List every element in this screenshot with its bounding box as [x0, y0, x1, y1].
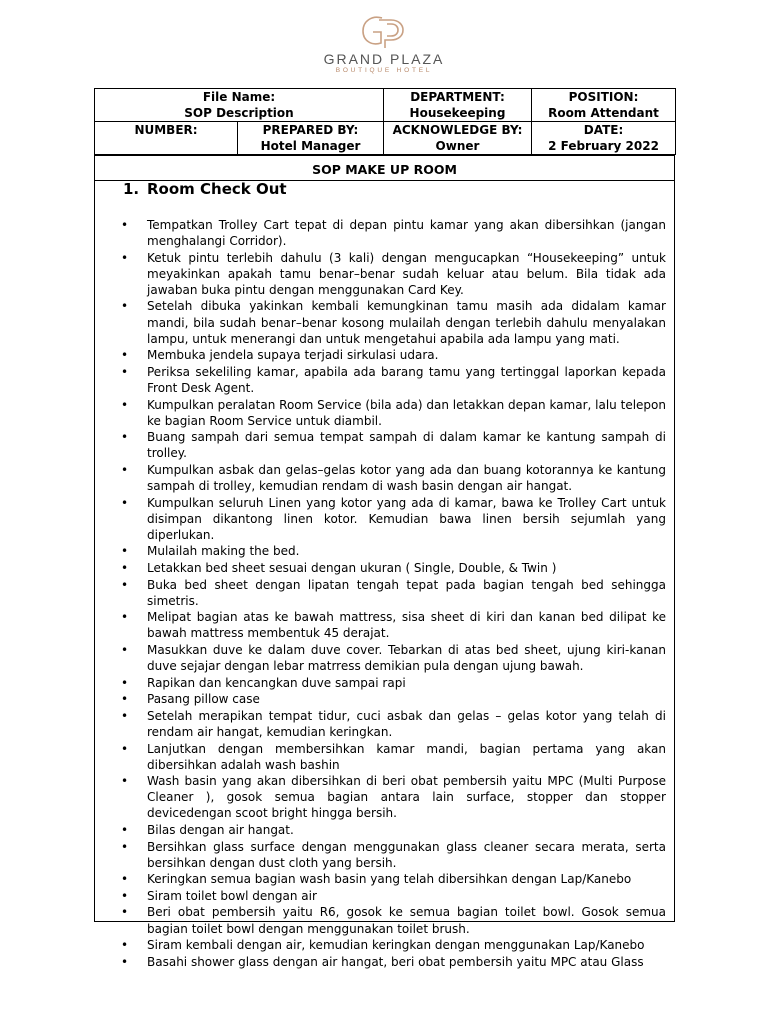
step-item — [95, 495, 674, 543]
step-text: Masukkan duve ke dalam duve cover. Tebarkan di atas bed sheet, ujung kiri-kanan duve sejajar dengan lebar matrress demikian pula dengan ujung bawah. — [147, 642, 666, 674]
bullet-icon: • — [121, 250, 129, 265]
step-text: Bilas dengan air hangat. — [147, 822, 294, 837]
position-cell — [532, 89, 676, 122]
section-title: Room Check Out — [147, 180, 287, 198]
step-text: Melipat bagian atas ke bawah mattress, sisa sheet di kiri dan kanan bed dilipat ke bawah mattress membentuk 45 derajat. — [147, 610, 666, 641]
step-text: Kumpulkan peralatan Room Service (bila ada) dan letakkan depan kamar, lalu telepon ke bagian Room Service untuk diambil. — [147, 397, 666, 428]
acknowledge-cell — [384, 122, 532, 155]
date-label: DATE: — [583, 123, 624, 137]
bullet-icon: • — [121, 872, 129, 887]
step-item — [95, 691, 674, 707]
brand-tagline: BOUTIQUE HOTEL — [335, 67, 433, 74]
step-item — [95, 429, 674, 461]
step-item — [95, 741, 674, 773]
bullet-icon: • — [121, 462, 129, 477]
number-cell — [95, 122, 238, 155]
date-value: 2 February 2022 — [548, 139, 659, 153]
bullet-icon: • — [121, 839, 129, 854]
bullet-icon: • — [121, 642, 129, 657]
step-text: Membuka jendela supaya terjadi sirkulasi udara. — [147, 348, 439, 363]
bullet-icon: • — [121, 708, 129, 723]
step-item — [95, 937, 674, 953]
step-item — [95, 904, 674, 936]
step-text: Kumpulkan seluruh Linen yang kotor yang ada di kamar, bawa ke Trolley Cart untuk disimpan dikantong linen kotor. Kemudian bawa linen bersih sejumlah yang diperlukan. — [147, 495, 666, 542]
step-text: Periksa sekeliling kamar, apabila ada barang tamu yang tertinggal laporkan kepada Front Desk Agent. — [147, 364, 666, 395]
bullet-icon: • — [121, 577, 129, 592]
bullet-icon: • — [121, 905, 129, 920]
department-cell — [384, 89, 532, 122]
prepared-label: PREPARED BY: — [262, 123, 359, 137]
bullet-icon: • — [121, 218, 129, 232]
gp-monogram-icon — [358, 12, 410, 50]
sop-content-box — [94, 155, 675, 969]
step-text: Setelah merapikan tempat tidur, cuci asbak dan gelas – gelas kotor yang telah di rendam air hangat, kemudian keringkan. — [147, 708, 666, 739]
step-text: Ketuk pintu terlebih dahulu (3 kali) dengan mengucapkan “Housekeeping” untuk meyakinkan apakah tamu benar–benar sudah keluar atau belum. Bila tidak ada jawaban buka pintu dengan menggunakan Card Key. — [147, 250, 666, 297]
position-value: Room Attendant — [548, 106, 659, 120]
file-name-label: File Name: — [202, 90, 276, 104]
bullet-icon: • — [121, 495, 129, 510]
department-value: Housekeeping — [409, 106, 506, 120]
step-item — [95, 708, 674, 740]
step-item — [95, 642, 674, 674]
step-item — [95, 888, 674, 904]
step-text: Bersihkan glass surface dengan menggunakan glass cleaner secara merata, serta bersihkan dengan dust cloth yang bersih. — [147, 839, 666, 870]
step-item — [95, 397, 674, 429]
step-text: Keringkan semua bagian wash basin yang telah dibersihkan dengan Lap/Kanebo — [147, 872, 632, 887]
step-item — [95, 773, 674, 821]
step-text: Siram toilet bowl dengan air — [147, 888, 317, 903]
file-name-value: SOP Description — [184, 106, 294, 120]
bullet-icon: • — [121, 822, 129, 837]
step-text: Letakkan bed sheet sesuai dengan ukuran ( Single, Double, & Twin ) — [147, 560, 557, 575]
step-item — [95, 217, 674, 249]
bullet-icon: • — [121, 544, 129, 559]
step-item — [95, 347, 674, 363]
step-item — [95, 462, 674, 494]
step-text: Kumpulkan asbak dan gelas–gelas kotor yang ada dan buang kotorannya ke kantung sampah di trolley, kemudian rendam di wash basin dengan air hangat. — [147, 462, 666, 493]
step-item — [95, 577, 674, 609]
step-text: Lanjutkan dengan membersihkan kamar mandi, bagian pertama yang akan dibersihkan adalah wash bashin — [147, 741, 666, 772]
brand-name: GRAND PLAZA — [323, 51, 445, 67]
prepared-cell — [238, 122, 384, 155]
bullet-icon: • — [121, 954, 129, 969]
acknowledge-value: Owner — [435, 139, 480, 153]
step-text: Tempatkan Trolley Cart tepat di depan pintu kamar yang akan dibersihkan (jangan menghalangi Corridor). — [147, 218, 666, 249]
step-item — [95, 822, 674, 838]
step-text: Pasang pillow case — [147, 692, 260, 707]
step-item — [95, 250, 674, 298]
step-text: Mulailah making the bed. — [147, 544, 300, 559]
bullet-icon: • — [121, 430, 129, 445]
prepared-value: Hotel Manager — [260, 139, 361, 153]
step-item — [95, 543, 674, 559]
bullet-icon: • — [121, 610, 129, 625]
sop-header-table — [94, 88, 676, 155]
step-text: Beri obat pembersih yaitu R6, gosok ke semua bagian toilet bowl. Gosok semua bagian toilet bowl dengan menggunakan toilet brush. — [147, 905, 666, 936]
bullet-icon: • — [121, 299, 129, 314]
position-label: POSITION: — [568, 90, 639, 104]
step-text: Siram kembali dengan air, kemudian keringkan dengan menggunakan Lap/Kanebo — [147, 938, 645, 953]
bullet-icon: • — [121, 397, 129, 412]
step-item — [95, 298, 674, 346]
bullet-icon: • — [121, 692, 129, 707]
bullet-icon: • — [121, 774, 129, 789]
date-cell — [532, 122, 676, 155]
step-item — [95, 675, 674, 691]
department-label: DEPARTMENT: — [410, 90, 505, 104]
step-text: Wash basin yang akan dibersihkan di beri obat pembersih yaitu MPC (Multi Purpose Cleaner ), gosok semua bagian antara lain surface, stopper dan stopper devicedengan scoot bright hingga bersih. — [147, 774, 666, 821]
section-number: 1. — [123, 180, 140, 198]
bullet-icon: • — [121, 938, 129, 953]
file-name-cell — [95, 89, 384, 122]
bullet-icon: • — [121, 560, 129, 575]
step-item — [95, 364, 674, 396]
step-item — [95, 954, 674, 970]
hotel-logo — [0, 12, 768, 74]
step-text: Buang sampah dari semua tempat sampah di dalam kamar ke kantung sampah di trolley. — [147, 430, 666, 461]
bullet-icon: • — [121, 741, 129, 756]
step-item — [95, 560, 674, 576]
bullet-icon: • — [121, 364, 129, 379]
sop-title: SOP MAKE UP ROOM — [95, 155, 674, 181]
step-text: Basahi shower glass dengan air hangat, beri obat pembersih yaitu MPC atau Glass — [147, 954, 644, 969]
step-list — [95, 217, 674, 970]
bullet-icon: • — [121, 675, 129, 690]
bullet-icon: • — [121, 348, 129, 363]
number-label: NUMBER: — [134, 123, 198, 137]
step-text: Buka bed sheet dengan lipatan tengah tepat pada bagian tengah bed sehingga simetris. — [147, 577, 666, 608]
acknowledge-label: ACKNOWLEDGE BY: — [392, 123, 523, 137]
step-item — [95, 871, 674, 887]
step-item — [95, 839, 674, 871]
step-text: Rapikan dan kencangkan duve sampai rapi — [147, 675, 406, 690]
section-heading — [123, 180, 287, 198]
step-item — [95, 609, 674, 641]
bullet-icon: • — [121, 888, 129, 903]
step-text: Setelah dibuka yakinkan kembali kemungkinan tamu masih ada didalam kamar mandi, bila sudah benar–benar kosong mulailah dengan terlebih dahulu menyalakan lampu, untuk menerangi dan untuk mengetahui apabila ada lampu yang mati. — [147, 299, 666, 346]
